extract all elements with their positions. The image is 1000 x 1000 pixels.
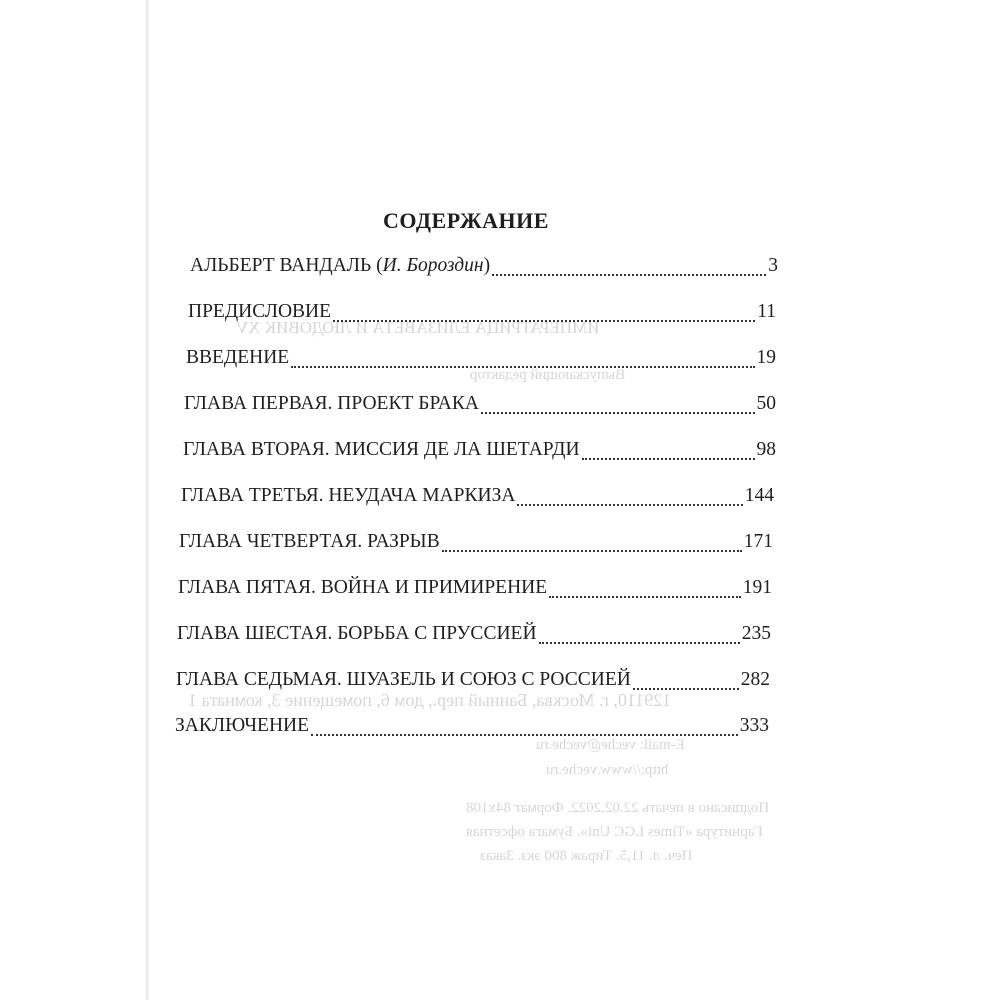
toc-entry bbox=[179, 531, 773, 559]
toc-entry bbox=[190, 255, 778, 283]
toc-entry-title: ГЛАВА ПЕРВАЯ. ПРОЕКТ БРАКА bbox=[184, 393, 479, 414]
toc-entry-author: И. Бороздин bbox=[382, 255, 484, 276]
toc-page-number: 50 bbox=[756, 393, 776, 414]
show-through-text: Гарнитура «Times LGC Uni». Бумага офсетная bbox=[466, 824, 763, 840]
leader-dots bbox=[492, 273, 766, 276]
show-through-text: Выпускающий редактор bbox=[470, 367, 626, 383]
toc-entry-title: ВВЕДЕНИЕ bbox=[186, 347, 290, 368]
leader-dots bbox=[517, 503, 742, 506]
toc-entry bbox=[181, 485, 774, 513]
toc-page-number: 191 bbox=[742, 577, 772, 598]
show-through-text: E-mail: veche@veche.ru bbox=[536, 737, 685, 753]
toc-entry-title: АЛЬБЕРТ ВАНДАЛЬ (И. Бороздин) bbox=[190, 255, 491, 276]
toc-entry bbox=[186, 347, 776, 375]
toc-entry bbox=[176, 669, 770, 697]
toc-entry bbox=[178, 577, 772, 605]
toc-page-number: 144 bbox=[744, 485, 774, 506]
toc-entry bbox=[175, 715, 769, 743]
toc-entry bbox=[183, 439, 776, 467]
toc-entry-title: ПРЕДИСЛОВИЕ bbox=[188, 301, 332, 322]
show-through-text: 129110, г. Москва, Банный пер., дом 6, помещение 3, комната 1 bbox=[188, 690, 672, 710]
leader-dots bbox=[442, 549, 742, 552]
toc-entry-title: ГЛАВА ПЯТАЯ. ВОЙНА И ПРИМИРЕНИЕ bbox=[178, 577, 548, 598]
toc-entry-title: ЗАКЛЮЧЕНИЕ bbox=[175, 715, 310, 736]
show-through-text: ИМПЕРАТРИЦА ЕЛИЗАВЕТА И ЛЮДОВИК XV bbox=[236, 318, 600, 337]
toc-page-number: 282 bbox=[740, 669, 770, 690]
leader-dots bbox=[481, 411, 755, 414]
leader-dots bbox=[291, 365, 754, 368]
leader-dots bbox=[333, 319, 755, 322]
leader-dots bbox=[633, 687, 739, 690]
toc-entry-title: ГЛАВА ЧЕТВЕРТАЯ. РАЗРЫВ bbox=[179, 531, 440, 552]
show-through-text: Печ. л. 11,5. Тираж 800 экз. Заказ bbox=[480, 848, 693, 864]
toc-page-number: 235 bbox=[741, 623, 771, 644]
toc-page-number: 333 bbox=[739, 715, 769, 736]
toc-page-number: 11 bbox=[757, 301, 776, 322]
toc-page-number: 171 bbox=[743, 531, 773, 552]
toc-page-number: 3 bbox=[768, 255, 778, 276]
toc-entry bbox=[188, 301, 776, 329]
leader-dots bbox=[539, 641, 740, 644]
toc-page-number: 19 bbox=[756, 347, 776, 368]
toc-page-number: 98 bbox=[756, 439, 776, 460]
leader-dots bbox=[311, 733, 738, 736]
toc-entry-title: ГЛАВА ШЕСТАЯ. БОРЬБА С ПРУССИЕЙ bbox=[177, 623, 537, 644]
leader-dots bbox=[549, 595, 741, 598]
toc-entry bbox=[184, 393, 776, 421]
toc-entry-title: ГЛАВА СЕДЬМАЯ. ШУАЗЕЛЬ И СОЮЗ С РОССИЕЙ bbox=[176, 669, 631, 690]
show-through-text: Подписано в печать 22.02.2022. Формат 84х108 bbox=[466, 800, 770, 816]
toc-entry-title: ГЛАВА ВТОРАЯ. МИССИЯ ДЕ ЛА ШЕТАРДИ bbox=[183, 439, 580, 460]
page-title: СОДЕРЖАНИЕ bbox=[383, 208, 549, 233]
leader-dots bbox=[582, 457, 755, 460]
toc-entry-title: ГЛАВА ТРЕТЬЯ. НЕУДАЧА МАРКИЗА bbox=[181, 485, 516, 506]
show-through-text: http://www.veche.ru bbox=[546, 762, 669, 778]
toc-entry bbox=[177, 623, 771, 651]
